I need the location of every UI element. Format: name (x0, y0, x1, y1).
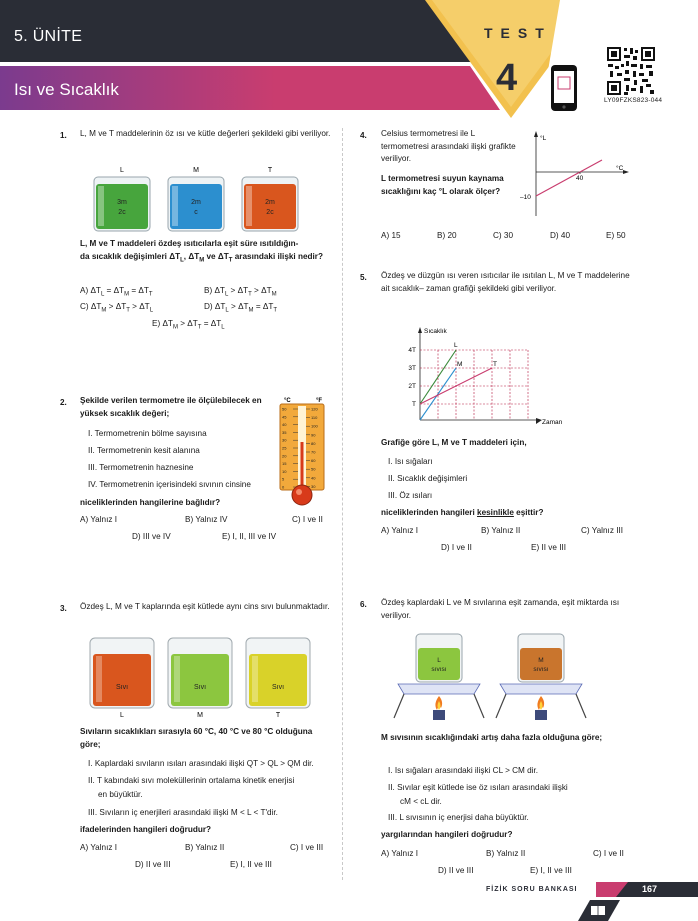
fahrenheit-tick-label: 60 (311, 458, 316, 464)
q5-option-b[interactable]: B) Yalnız II (481, 526, 521, 535)
q2-item-1: I. Termometrenin bölme sayısına (88, 429, 207, 438)
q3-beaker-M-label: M (197, 712, 203, 719)
q3-option-b[interactable]: B) Yalnız II (185, 843, 225, 852)
q4-graph-line (536, 160, 602, 196)
q1-beaker-T-heat: 2c (266, 209, 274, 216)
q1-beaker-T-mass: 2m (265, 199, 275, 206)
q1-question-end: arasındaki ilişki nedir? (234, 251, 323, 261)
page-number: 167 (642, 884, 658, 894)
q5-text: Özdeş ve düzgün ısı veren ısıtıcılar ile ısıtılan L, M ve T maddelerine ait sıcaklık– zaman grafiği şekildeki gibi veriliyor. (381, 271, 630, 293)
test-number: 4 (496, 57, 518, 99)
q5-item-1: I. Isı sığaları (388, 457, 433, 466)
q4-question: L termometresi suyun kaynama sıcaklığını kaç °L olarak ölçer? (381, 174, 504, 196)
q3-beaker-L-label: L (120, 712, 124, 719)
q1-question-line1: L, M ve T maddeleri özdeş ısıtıcılarla eşit süre ısıtıldığın- (80, 239, 299, 248)
q3-option-d[interactable]: D) II ve III (135, 860, 171, 869)
header-background (0, 0, 698, 118)
q1-number: 1. (60, 131, 67, 140)
q5-number: 5. (360, 273, 367, 282)
q4-x-mark: 40 (576, 175, 584, 182)
q5-y-tick-T: T (412, 401, 416, 408)
q4-option-b[interactable]: B) 20 (437, 231, 457, 240)
q1-question: L, M ve T maddeleri özdeş ısıtıcılarla eşit süre ısıtıldığın- da sıcaklık değişimleri $\Delta T_L$, $\Delta T_M$ ve $\Delta T_T$ arasındaki ilişki nedir? (80, 239, 323, 264)
q5-ask-emphasis: kesinlikle (477, 508, 514, 517)
q2-thermometer-figure (276, 394, 334, 510)
celsius-tick-label: 50 (282, 406, 287, 412)
q3-beaker-L (90, 638, 154, 719)
celsius-tick-label: 20 (282, 453, 287, 459)
q5-ask-end: eşittir? (513, 508, 544, 517)
unit-label: 5. ÜNİTE (14, 28, 83, 45)
test-label: TEST (484, 25, 552, 41)
q4-option-d[interactable]: D) 40 (550, 231, 571, 240)
q2-option-c[interactable]: C) I ve II (292, 515, 323, 524)
q2-option-a[interactable]: A) Yalnız I (80, 515, 118, 524)
q6-number: 6. (360, 600, 367, 609)
q3-beaker-M-liquid: Sıvı (193, 684, 207, 691)
q4-text: Celsius termometresi ile L termometresi arasındaki ilişki grafikte veriliyor. (381, 129, 516, 164)
q6-beaker-M-sub: sıvısı (533, 666, 549, 673)
celsius-tick-label: 30 (282, 437, 287, 443)
q1-beaker-M-mass: 2m (191, 199, 201, 206)
celsius-tick-label: 35 (282, 429, 287, 435)
q3-beakers-figure (86, 634, 322, 720)
q3-number: 3. (60, 604, 67, 613)
q4-option-c[interactable]: C) 30 (493, 231, 514, 240)
q6-option-d[interactable]: D) II ve III (438, 866, 474, 875)
q6-item-2b: cM < cL dir. (400, 797, 442, 806)
q2-option-d[interactable]: D) III ve IV (132, 532, 171, 541)
q6-beaker-M-label: M (538, 657, 544, 664)
q3-beaker-M (168, 638, 232, 719)
q4-x-axis-label: °C (616, 165, 624, 172)
q6-text: Özdeş kaplardaki L ve M sıvılarına eşit zamanda, eşit miktarda ısı veriliyor. (381, 598, 620, 620)
q1-option-d[interactable]: D) $\Delta T_L > \Delta T_M = \Delta T_T$ (204, 302, 278, 314)
celsius-tick-label: 5 (282, 476, 285, 482)
q5-y-axis-label: Sıcaklık (424, 328, 447, 335)
q5-option-a[interactable]: A) Yalnız I (381, 526, 419, 535)
q2-item-2: II. Termometrenin kesit alanına (88, 446, 200, 455)
q5-series-L-label: L (454, 342, 458, 349)
q1-question-and: ve ΔT (206, 251, 229, 261)
fahrenheit-tick-label: 30 (311, 483, 316, 489)
q1-beaker-L-label: L (120, 167, 124, 174)
qr-code-label: LY09FZKS823-044 (604, 97, 663, 104)
q6-setup-L (394, 634, 484, 720)
q6-option-e[interactable]: E) I, II ve III (530, 866, 572, 875)
q6-lead: M sıvısının sıcaklığındaki artış daha fazla olduğuna göre; (381, 733, 603, 742)
q5-series-T-label: T (493, 361, 497, 368)
q4-option-a[interactable]: A) 15 (381, 231, 401, 240)
fahrenheit-tick-label: 120 (311, 406, 318, 412)
fahrenheit-tick-label: 40 (311, 475, 316, 481)
q6-option-b[interactable]: B) Yalnız II (486, 849, 526, 858)
q3-item-1: I. Kaplardaki sıvıların ısıları arasındaki ilişki QT > QL > QM dir. (88, 759, 314, 768)
q1-beaker-L-mass: 3m (117, 199, 127, 206)
fahrenheit-tick-label: 90 (311, 432, 316, 438)
q1-beaker-M-label: M (193, 167, 199, 174)
q4-number: 4. (360, 131, 367, 140)
q3-beaker-L-liquid: Sıvı (115, 684, 129, 691)
q3-beaker-T-label: T (275, 712, 281, 719)
celsius-tick-label: 0 (282, 484, 285, 490)
q1-option-c[interactable]: C) $\Delta T_M > \Delta T_T > \Delta T_L$ (80, 302, 154, 314)
q6-beaker-L-sub: sıvısı (431, 666, 447, 673)
q5-y-tick-2T: 2T (408, 383, 416, 390)
q2-item-3: III. Termometrenin haznesine (88, 463, 194, 472)
q3-option-e[interactable]: E) I, II ve III (230, 860, 272, 869)
celsius-tick-label: 25 (282, 445, 287, 451)
q4-y-mark: –10 (520, 194, 531, 201)
page-title: Isı ve Sıcaklık (14, 80, 119, 99)
q5-ask-start: niceliklerinden hangileri (381, 508, 478, 517)
q1-beakers-figure (86, 164, 322, 234)
q6-option-a[interactable]: A) Yalnız I (381, 849, 419, 858)
q2-number: 2. (60, 398, 67, 407)
q6-item-3: III. L sıvısının iç enerjisi daha büyüktür. (388, 813, 529, 822)
qr-code-image (606, 46, 656, 96)
celsius-tick-label: 10 (282, 468, 287, 474)
column-divider (342, 128, 343, 880)
q5-x-axis-label: Zaman (542, 419, 563, 426)
q4-graph (520, 128, 632, 220)
q5-ask (381, 507, 543, 520)
q5-graph (396, 324, 576, 428)
q6-beaker-L-label: L (437, 657, 441, 664)
q5-series-M-label: M (457, 361, 463, 368)
q2-question: Şekilde verilen termometre ile ölçülebilecek en yüksek sıcaklık değeri; (80, 396, 262, 418)
celsius-tick-label: 45 (282, 414, 287, 420)
fahrenheit-unit-label: °F (316, 398, 323, 404)
q5-y-tick-3T: 3T (408, 365, 416, 372)
phone-icon (550, 64, 578, 112)
q1-beaker-L (94, 167, 150, 231)
q2-option-e[interactable]: E) I, II, III ve IV (222, 532, 277, 541)
celsius-tick-label: 40 (282, 422, 287, 428)
q1-option-e[interactable]: E) $\Delta T_M > \Delta T_T = \Delta T_L$ (152, 319, 225, 331)
fahrenheit-tick-label: 100 (311, 423, 318, 429)
q6-item-1: I. Isı sığaları arasındaki ilişki CL > CM dir. (388, 766, 539, 775)
q3-item-2b: en büyüktür. (98, 790, 143, 799)
q1-beaker-T (242, 167, 298, 231)
q3-beaker-T-liquid: Sıvı (271, 684, 285, 691)
q1-beaker-M-heat: c (194, 209, 198, 216)
fahrenheit-tick-label: 70 (311, 449, 316, 455)
page-footer (0, 880, 698, 921)
q3-item-3: III. Sıvıların iç enerjileri arasındaki ilişki M < L < T'dir. (88, 808, 278, 817)
q3-lead: Sıvıların sıcaklıkları sırasıyla 60 °C, 40 °C ve 80 °C olduğuna göre; (80, 727, 313, 749)
q1-text: L, M ve T maddelerinin öz ısı ve kütle değerleri şekildeki gibi veriliyor. (80, 129, 331, 138)
q3-item-2: II. T kabındaki sıvı moleküllerinin ortalama kinetik enerjisi (88, 776, 295, 785)
q1-question-line2: da sıcaklık değişimleri ΔT (80, 251, 181, 261)
q5-lead: Grafiğe göre L, M ve T maddeleri için, (381, 438, 527, 447)
q1-option-b[interactable]: B) $\Delta T_L > \Delta T_T > \Delta T_M$ (204, 286, 277, 298)
book-icon (591, 906, 605, 915)
q3-beaker-T (246, 638, 310, 719)
q3-option-c[interactable]: C) I ve III (290, 843, 324, 852)
q2-item-4: IV. Termometrenin içerisindeki sıvının cinsine (88, 480, 251, 489)
q1-beaker-L-heat: 2c (118, 209, 126, 216)
fahrenheit-tick-label: 110 (311, 415, 318, 421)
q5-grid (420, 350, 528, 420)
q3-option-a[interactable]: A) Yalnız I (80, 843, 118, 852)
q4-option-e[interactable]: E) 50 (606, 231, 626, 240)
q5-option-c[interactable]: C) Yalnız III (581, 526, 624, 535)
q5-item-3: III. Öz ısıları (388, 491, 433, 500)
fahrenheit-tick-label: 80 (311, 440, 316, 446)
q6-heating-figure (382, 628, 618, 724)
q4-y-axis-label: °L (540, 135, 547, 142)
footer-brand: FİZİK SORU BANKASI (486, 886, 578, 893)
celsius-unit-label: °C (284, 398, 291, 404)
q6-option-c[interactable]: C) I ve II (593, 849, 624, 858)
q5-y-tick-4T: 4T (408, 347, 416, 354)
q3-text: Özdeş L, M ve T kaplarında eşit kütlede aynı cins sıvı bulunmaktadır. (80, 602, 330, 611)
q6-setup-M (496, 634, 586, 720)
q6-ask: yargılarından hangileri doğrudur? (381, 830, 513, 839)
q2-option-b[interactable]: B) Yalnız IV (185, 515, 228, 524)
page-header (0, 0, 698, 118)
q3-ask: ifadelerinden hangileri doğrudur? (80, 825, 212, 834)
celsius-tick-label: 15 (282, 461, 287, 467)
q6-item-2: II. Sıvılar eşit kütlede ise öz ısıları arasındaki ilişki (388, 783, 568, 792)
q1-option-a[interactable]: A) $\Delta T_L = \Delta T_M = \Delta T_T$ (80, 286, 153, 298)
q1-beaker-T-label: T (267, 167, 273, 174)
q5-option-d[interactable]: D) I ve II (441, 543, 472, 552)
q5-option-e[interactable]: E) II ve III (531, 543, 567, 552)
q5-item-2: II. Sıcaklık değişimleri (388, 474, 468, 483)
fahrenheit-tick-label: 50 (311, 466, 316, 472)
q2-ask: niceliklerinden hangilerine bağlıdır? (80, 498, 221, 507)
q1-beaker-M (168, 167, 224, 231)
